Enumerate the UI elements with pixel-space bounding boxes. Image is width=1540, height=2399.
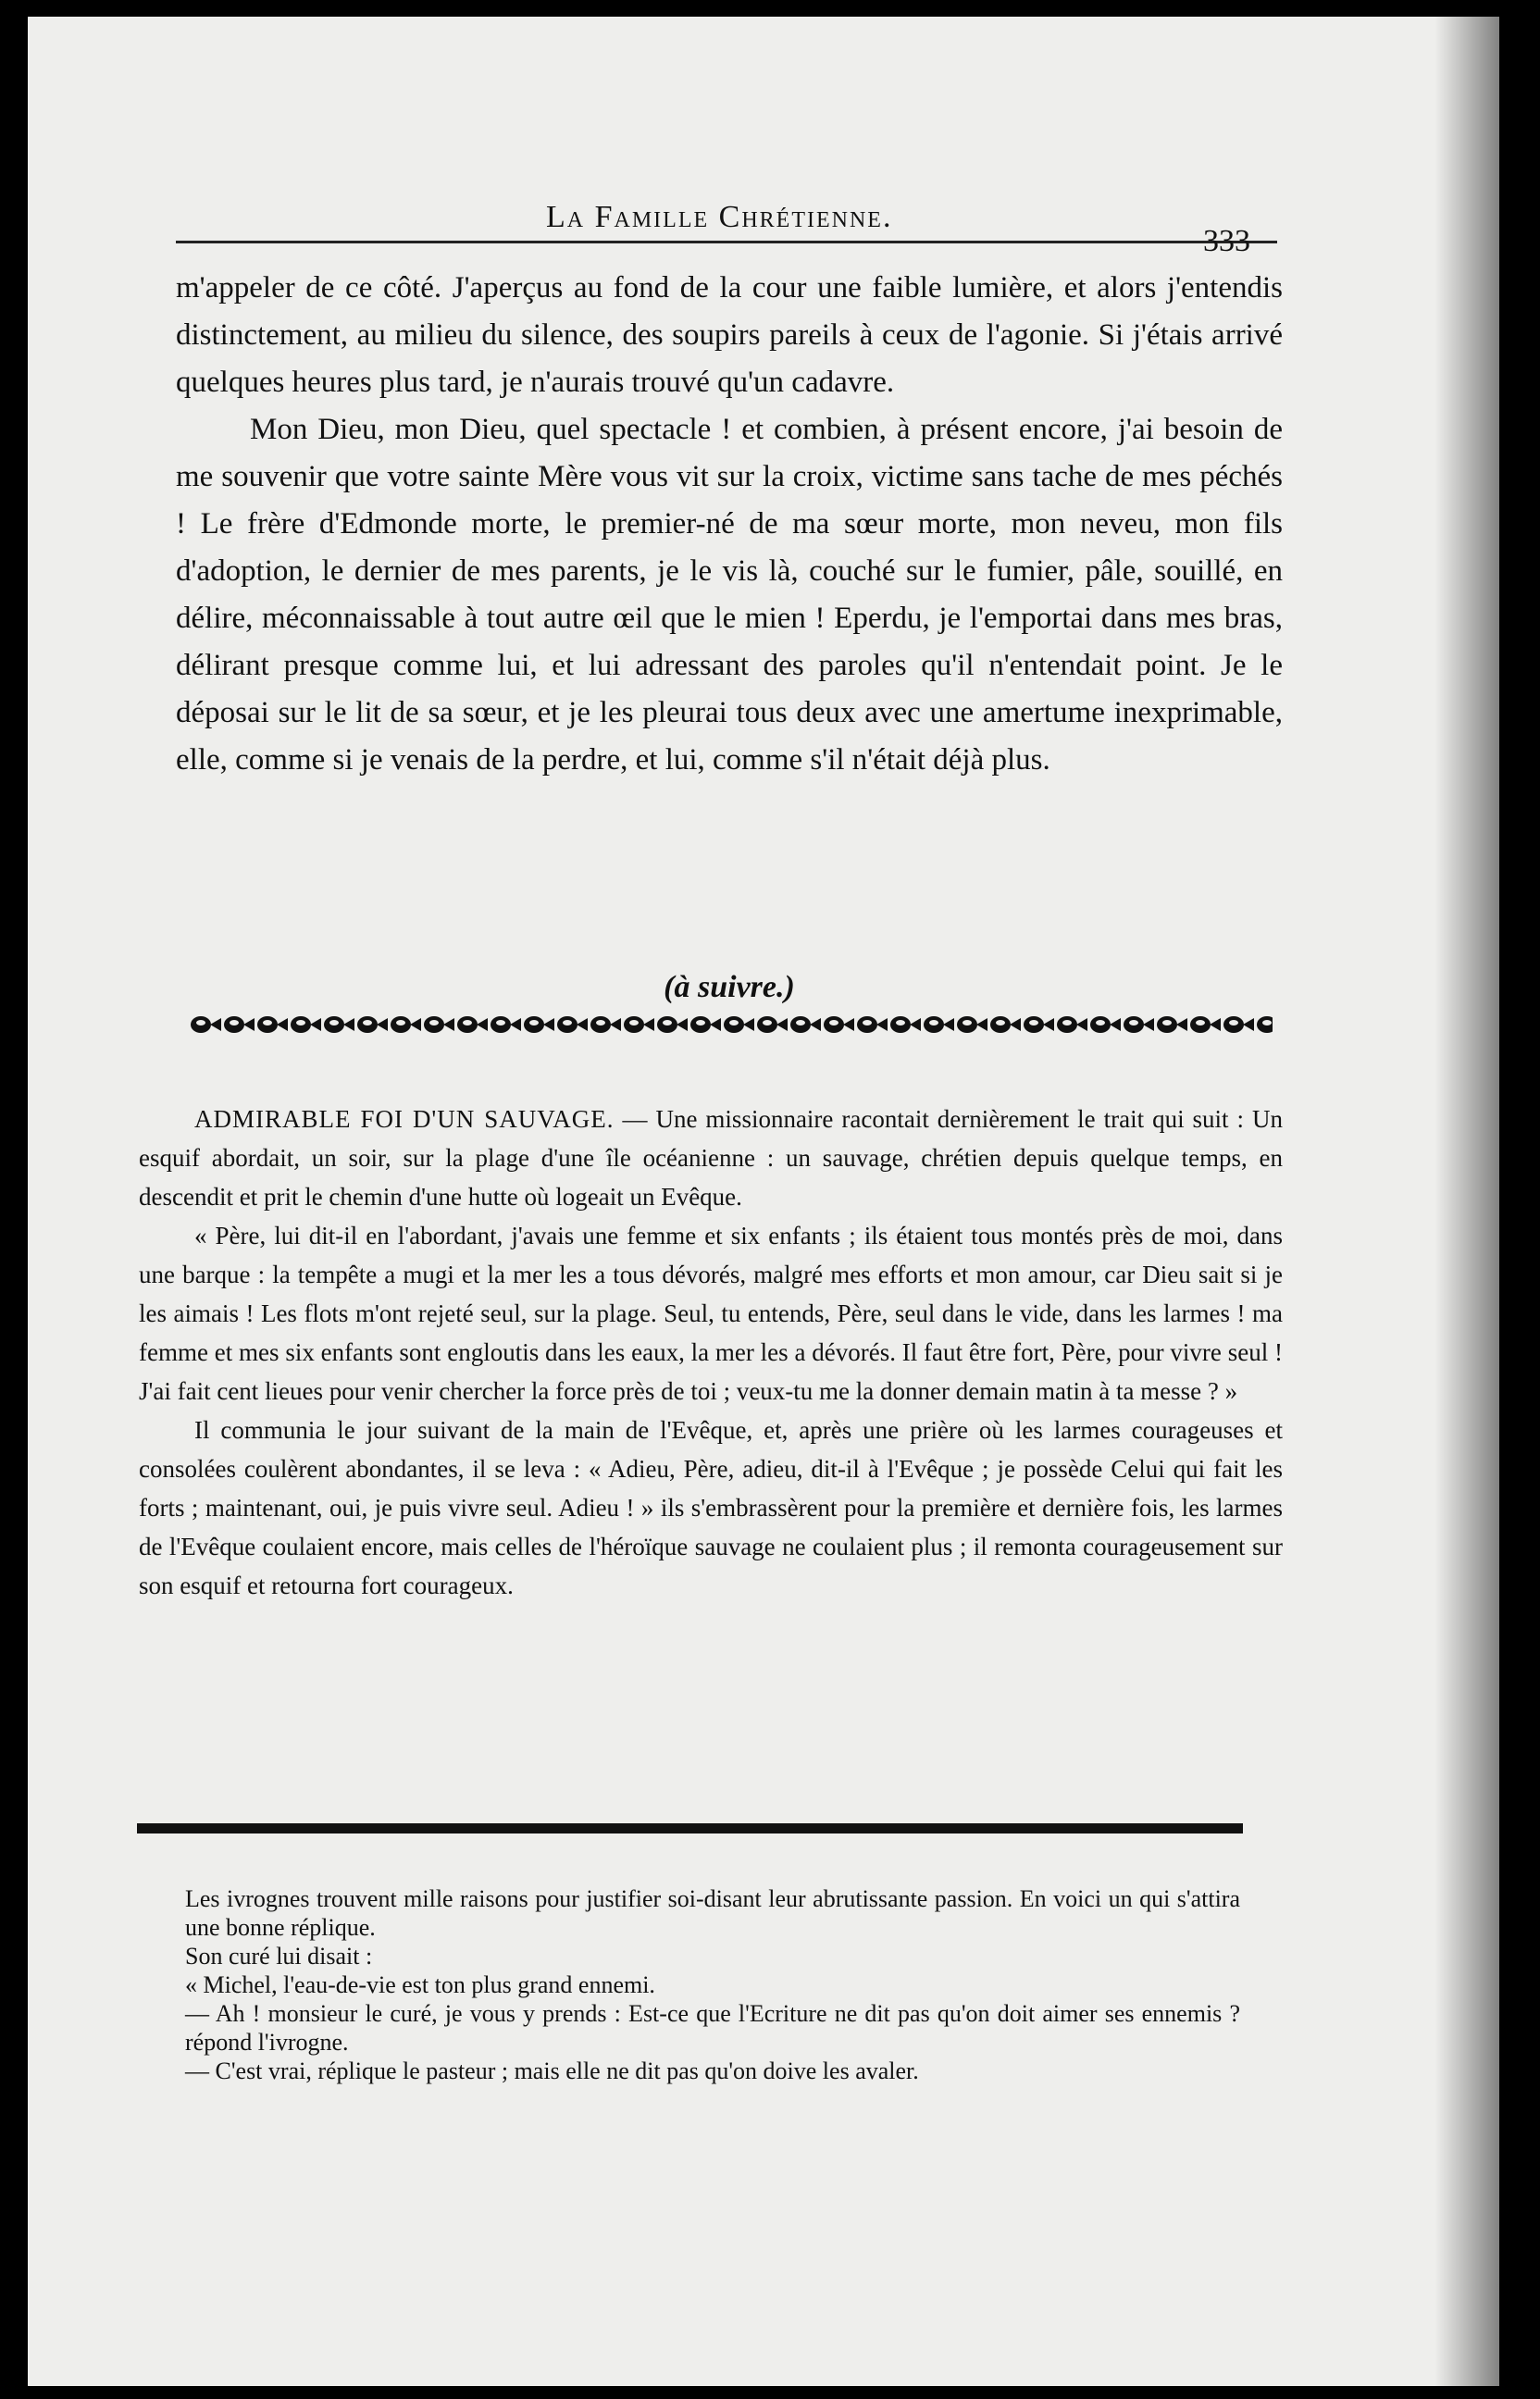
anecdote-conclusion: Il communia le jour suivant de la main de l'Evêque, et, après une prière où les larmes courageuses et consolées coulèrent abondantes, il se leva : « Adieu, Père, adieu, dit-il à l'Evêque ; je possède Celui qui fait les forts ; maintenant, oui, je puis vivre seul. Adieu ! » ils s'embrassèrent pour la première et dernière fois, les larmes de l'Evêque coulaient encore, mais celles de l'héroïque sauvage ne coulaient plus ; il remonta courageusement sur son esquif et retourna fort courageux. [139, 1416, 1283, 1599]
joke-line: Les ivrognes trouvent mille raisons pour justifier soi-disant leur abrutissante passion. En voici un qui s'attira une bonne réplique. [185, 1885, 1240, 1941]
anecdote-section [139, 1100, 1283, 1605]
anecdote-intro-text: — Une missionnaire racontait dernièrement le trait qui suit : Un esquif abordait, un soir, sur la plage d'une île océanienne : un sauvage, chrétien depuis quelque temps, en descendit et prit le chemin d'une hutte où logeait un Evêque. [139, 1105, 1283, 1211]
section-divider [137, 1823, 1243, 1833]
anecdote-speech: « Père, lui dit-il en l'abordant, j'avais une femme et six enfants ; ils étaient tous montés près de moi, dans une barque : la tempête a mugi et la mer les a tous dévorés, malgré mes efforts et mon amour, car Dieu sait si je les aimais ! Les flots m'ont rejeté seul, sur la plage. Seul, tu entends, Père, seul dans le vide, dans les larmes ! ma femme et mes six enfants sont engloutis dans les eaux, la mer les a dévorés. Il faut être fort, Père, pour vivre seul ! J'ai fait cent lieues pour venir chercher la force près de toi ; veux-tu me la donner demain matin à ta messe ? » [139, 1222, 1283, 1405]
page-number: 333 [1203, 224, 1250, 258]
joke-line: — C'est vrai, réplique le pasteur ; mais elle ne dit pas qu'on doive les avaler. [185, 2057, 919, 2084]
story-paragraph: m'appeler de ce côté. J'aperçus au fond de la cour une faible lumière, et alors j'entendis distinctement, au milieu du silence, des soupirs pareils à ceux de l'agonie. Si j'étais arrivé quelques heures plus tard, je n'aurais trouvé qu'un cadavre. [176, 271, 1283, 399]
page-edge-shadow [1434, 17, 1499, 2386]
story-continuation [176, 265, 1283, 1004]
anecdote-heading: ADMIRABLE FOI D'UN SAUVAGE. [194, 1105, 615, 1133]
page-header [176, 193, 1277, 267]
decorative-border-ornament [190, 1009, 1273, 1040]
joke-line: « Michel, l'eau-de-vie est ton plus grand ennemi. [185, 1971, 655, 1998]
joke-line: — Ah ! monsieur le curé, je vous y prends : Est-ce que l'Ecriture ne dit pas qu'on doit aimer ses ennemis ? répond l'ivrogne. [185, 2000, 1240, 2056]
to-be-continued: (à suivre.) [664, 970, 795, 1004]
story-paragraph: Mon Dieu, mon Dieu, quel spectacle ! et combien, à présent encore, j'ai besoin de me souvenir que votre sainte Mère vous vit sur la croix, victime sans tache de mes péchés ! Le frère d'Edmonde morte, le premier-né de ma sœur morte, mon neveu, mon fils d'adoption, le dernier de mes parents, je le vis là, couché sur le fumier, pâle, souillé, en délire, méconnaissable à tout autre œil que le mien ! Eperdu, je l'emportai dans mes bras, délirant presque comme lui, et lui adressant des paroles qu'il n'entendait point. Je le déposai sur le lit de sa sœur, et je les pleurai tous deux avec une amertume inexprimable, elle, comme si je venais de la perdre, et lui, comme s'il n'était déjà plus. [176, 413, 1283, 777]
header-rule [176, 241, 1277, 243]
joke-line: Son curé lui disait : [185, 1943, 373, 1970]
running-title: La Famille Chrétienne. [546, 200, 893, 234]
joke-section [185, 1884, 1240, 2085]
book-page [28, 17, 1499, 2386]
anecdote-intro [139, 1100, 1283, 1216]
